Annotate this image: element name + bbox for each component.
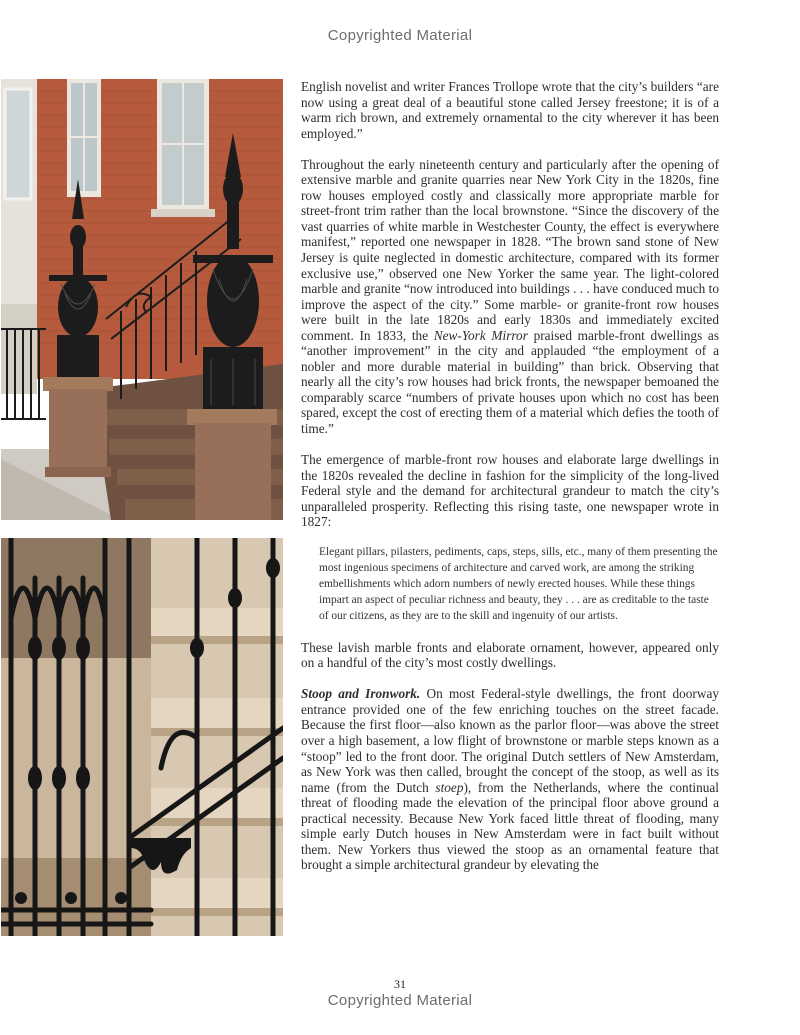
- section-runin-heading: Stoop and Ironwork.: [301, 686, 421, 702]
- paragraph-stoop-ironwork: [301, 686, 719, 873]
- body-text-column: [301, 79, 719, 888]
- paragraph-marble-fronts: The emergence of marble-front row houses and elaborate large dwellings in the 1820s revealed the decline in fashion for the simplicity of the long-lived Federal style and the demand for architectural grandeur to match the city’s unparalleled prosperity. Reflecting this rising taste, one newspaper wrote in 1827:: [301, 452, 719, 530]
- dutch-term: stoep: [435, 779, 464, 795]
- paragraph-marble-quarries: [301, 157, 719, 437]
- newspaper-quote-1827: Elegant pillars, pilasters, pediments, caps, steps, sills, etc., many of them presenting the most ingenious specimens of architecture and carved work, are among the striking embellishments which adorn numbers of newly erected houses. While these things impart an aspect of peculiar richness and beauty, they . . . are as creditable to the taste of our citizens, as they are to the skill and ingenuity of our artists.: [319, 546, 718, 622]
- paragraph-trollope: English novelist and writer Frances Trollope wrote that the city’s builders “are now using a great deal of a beautiful stone called Jersey freestone; it is of a warm rich brown, and extremely ornamental to the city wherever it has been employed.”: [301, 79, 719, 141]
- iron-gate-photo: [1, 538, 283, 936]
- page-number: 31: [394, 977, 406, 991]
- copyright-watermark-top: Copyrighted Material: [327, 27, 473, 44]
- paragraph-marble-quarries-text-a: Throughout the early nineteenth century and particularly after the opening of extensive marble and granite quarries near New York City in the 1820s, fine row houses employed costly and classically more appropriate marble for street-front trim rather than the local brownstone. “Since the discovery of the vast quarries of white marble in Westchester County, the effect is everywhere manifest,” reported one newspaper in 1828. “The brown sand stone of New Jersey is quite neglected in domestic architecture, compared with its former exclusive use,” observed one New Yorker the same year. The light-colored marble and granite “now introduced into buildings . . . have conduced much to improve the aspect of the city.” Some marble- or granite-front row houses were built in the late 1820s and early 1830s and immediately excited comment. In 1833, the: [301, 156, 720, 343]
- paragraph-marble-quarries-text-b: praised marble-front dwellings as “another improvement” in the city and applauded “the employment of a nobler and more durable material in building” than brick. Observing that nearly all the city’s row houses had brick fronts, the newspaper bemoaned the comparably scarce “numbers of private houses upon which no cost has been spared, except the cost of erecting them of a material which defies the tooth of time.”: [301, 327, 719, 436]
- paragraph-lavish-fronts: These lavish marble fronts and elaborate ornament, however, appeared only on a handful of the city’s most costly dwellings.: [301, 639, 719, 671]
- paragraph-stoop-text-a: On most Federal-style dwellings, the front doorway entrance provided one of the few enriching touches on the street facade. Because the first floor—also known as the parlor floor—was above the street over a high basement, a low flight of brownstone or marble steps known as a “stoop” led to the front door. The original Dutch settlers of New Amsterdam, as New York was then called, brought the concept of the stoop, as well as its name (from the Dutch: [301, 686, 719, 795]
- paragraph-stoop-text-b: ), from the Netherlands, where the continual threat of flooding made the elevation of the principal floor above ground a practical necessity. Because New York faced little threat of flooding, many simple early Dutch houses in New Amsterdam were in fact built without them. New Yorkers thus viewed the stoop as an ornamental feature that brought a simple architectural grandeur by elevating the: [301, 779, 719, 873]
- copyright-watermark-bottom: Copyrighted Material: [327, 992, 473, 1009]
- stoop-newel-posts-photo: [1, 79, 283, 520]
- newspaper-title: New-York Mirror: [433, 327, 528, 343]
